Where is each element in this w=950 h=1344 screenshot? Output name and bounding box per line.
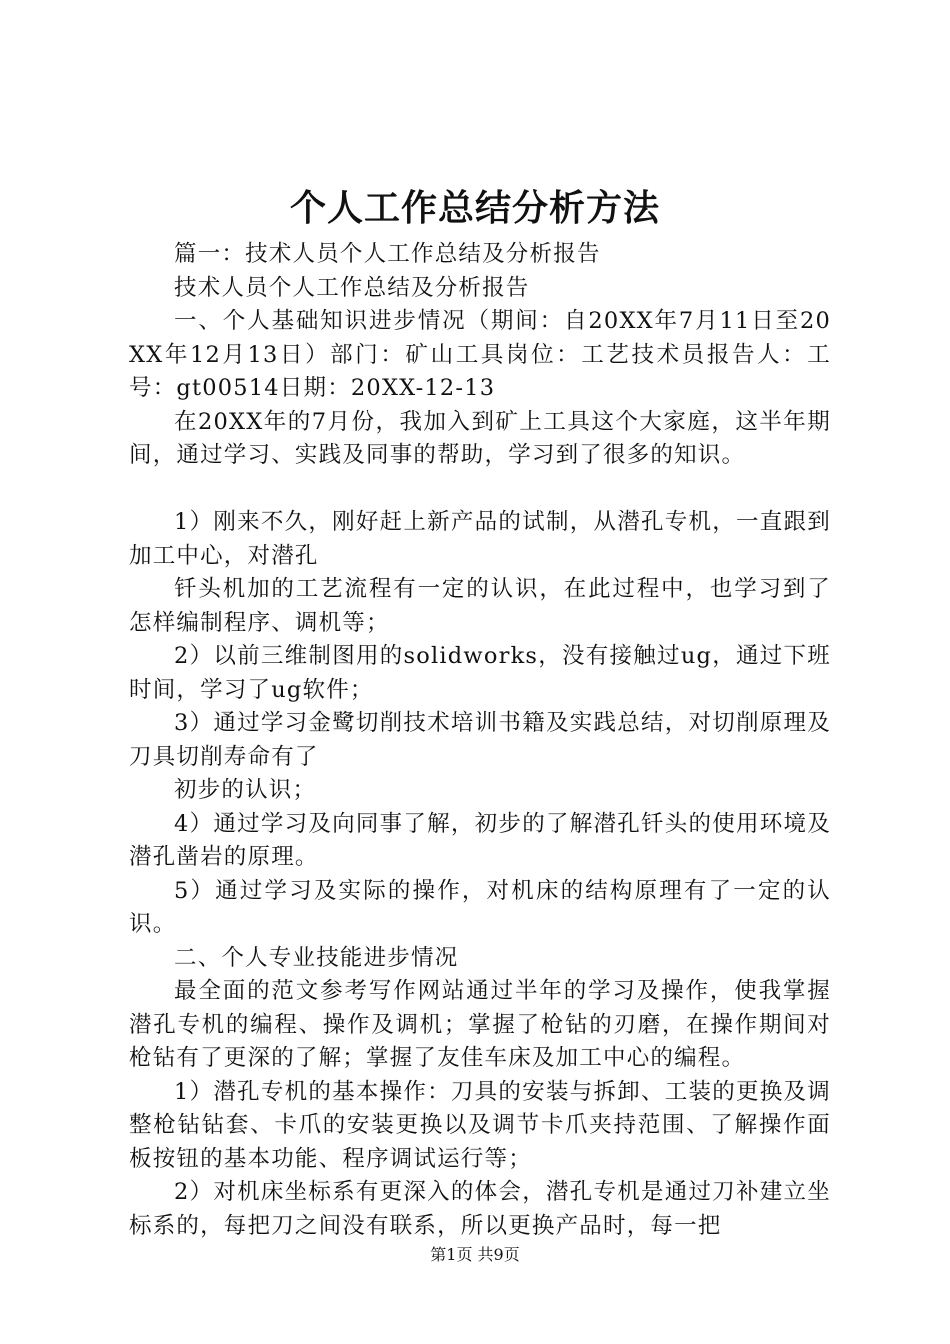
document-title: 个人工作总结分析方法 <box>289 187 660 229</box>
paragraph-item-1-continued: 钎头机加的工艺流程有一定的认识，在此过程中，也学习到了怎样编制程序、调机等； <box>129 576 831 636</box>
paragraph-blank <box>129 473 831 507</box>
paragraph-section-heading: 篇一：技术人员个人工作总结及分析报告 <box>174 241 601 267</box>
document-body <box>129 238 831 1243</box>
page-footer: 第1页 共9页 <box>430 1245 520 1264</box>
paragraph-skill-1: 1）潜孔专机的基本操作：刀具的安装与拆卸、工装的更换及调整枪钻钻套、卡爪的安装更换以及调节卡爪夹持范围、了解操作面板按钮的基本功能、程序调试运行等； <box>129 1078 831 1172</box>
paragraph-item-3-continued: 初步的认识； <box>174 777 317 803</box>
paragraph-report-title: 技术人员个人工作总结及分析报告 <box>174 274 530 301</box>
paragraph-skill-2: 2）对机床坐标系有更深入的体会，潜孔专机是通过刀补建立坐标系的，每把刀之间没有联系，所以更换产品时，每一把 <box>129 1179 831 1239</box>
paragraph-intro: 在20XX年的7月份，我加入到矿上工具这个大家庭，这半年期间，通过学习、实践及同事的帮助，学习到了很多的知识。 <box>129 408 831 468</box>
paragraph-section-2-heading: 二、个人专业技能进步情况 <box>174 944 459 971</box>
paragraph-item-3: 3）通过学习金鹭切削技术培训书籍及实践总结，对切削原理及刀具切削寿命有了 <box>129 710 831 770</box>
paragraph-item-1: 1）刚来不久，刚好赶上新产品的试制，从潜孔专机，一直跟到加工中心，对潜孔 <box>129 509 831 569</box>
paragraph-item-5: 5）通过学习及实际的操作，对机床的结构原理有了一定的认识。 <box>129 877 831 937</box>
paragraph-item-2: 2）以前三维制图用的solidworks，没有接触过ug，通过下班时间，学习了ug软件； <box>129 643 831 703</box>
paragraph-item-4: 4）通过学习及向同事了解，初步的了解潜孔钎头的使用环境及潜孔凿岩的原理。 <box>129 810 831 870</box>
paragraph-skills: 最全面的范文参考写作网站通过半年的学习及操作，使我掌握潜孔专机的编程、操作及调机；掌握了枪钻的刃磨，在操作期间对枪钻有了更深的了解；掌握了友佳车床及加工中心的编程。 <box>129 978 831 1071</box>
paragraph-basic-knowledge: 一、个人基础知识进步情况（期间：自20XX年7月11日至20XX年12月13日）部门：矿山工具岗位：工艺技术员报告人：工号：gt00514日期：20XX-12-13 <box>129 308 831 401</box>
